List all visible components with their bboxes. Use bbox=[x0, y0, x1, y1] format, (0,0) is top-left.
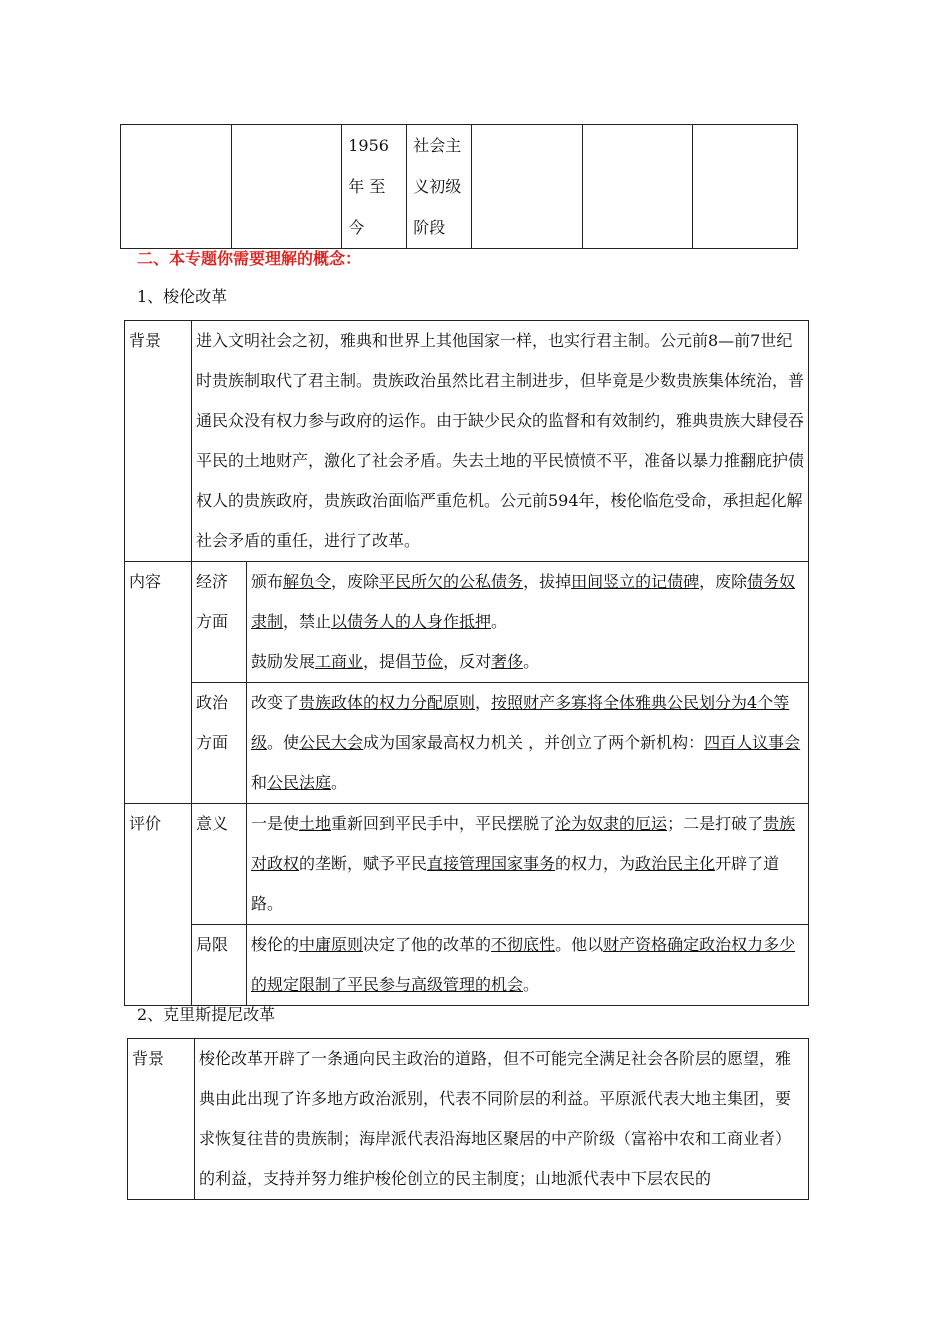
table-row bbox=[121, 125, 798, 249]
solon-title: 1、梭伦改革 bbox=[137, 287, 228, 306]
content-label: 内容 bbox=[125, 562, 192, 804]
table-row bbox=[125, 562, 809, 683]
table-row bbox=[125, 683, 809, 804]
background-text: 进入文明社会之初，雅典和世界上其他国家一样，也实行君主制。公元前8—前7世纪时贵族制取代了君主制。贵族政治虽然比君主制进步，但毕竟是少数贵族集体统治，普通民众没有权力参与政府的运作。由于缺少民众的监督和有效制约，雅典贵族大肆侵吞平民的土地财产，激化了社会矛盾。失去土地的平民愤愤不平，准备以暴力推翻庇护债权人的贵族政府，贵族政治面临严重危机。公元前594年，梭伦临危受命，承担起化解社会矛盾的重任，进行了改革。 bbox=[192, 321, 809, 562]
evaluation-label: 评价 bbox=[125, 804, 192, 1006]
table-row bbox=[125, 925, 809, 1006]
section-heading: 二、本专题你需要理解的概念： bbox=[137, 249, 362, 268]
table-row bbox=[128, 1039, 809, 1200]
years-cell: 1956年 至今 bbox=[342, 125, 407, 249]
background-label: 背景 bbox=[125, 321, 192, 562]
limitation-label: 局限 bbox=[192, 925, 247, 1006]
significance-label: 意义 bbox=[192, 804, 247, 925]
era-table bbox=[120, 124, 798, 249]
stage-cell: 社会主义初级阶段 bbox=[407, 125, 472, 249]
table-cell bbox=[582, 125, 693, 249]
political-label: 政治方面 bbox=[192, 683, 247, 804]
economic-text: 颁布解负令，废除平民所欠的公私债务，拔掉田间竖立的记债碑，废除债务奴隶制，禁止以债务人的人身作抵押。 鼓励发展工商业，提倡节俭，反对奢侈。 bbox=[247, 562, 809, 683]
limitation-text: 梭伦的中庸原则决定了他的改革的不彻底性。他以财产资格确定政治权力多少的规定限制了平民参与高级管理的机会。 bbox=[247, 925, 809, 1006]
cleisthenes-title: 2、克里斯提尼改革 bbox=[137, 1005, 276, 1024]
table-row bbox=[125, 804, 809, 925]
cleisthenes-reform-table bbox=[127, 1038, 809, 1200]
significance-text: 一是使土地重新回到平民手中，平民摆脱了沦为奴隶的厄运；二是打破了贵族对政权的垄断，赋予平民直接管理国家事务的权力，为政治民主化开辟了道路。 bbox=[247, 804, 809, 925]
table-cell bbox=[472, 125, 583, 249]
political-text: 改变了贵族政体的权力分配原则，按照财产多寡将全体雅典公民划分为4个等级。使公民大会成为国家最高权力机关 ，并创立了两个新机构：四百人议事会和公民法庭。 bbox=[247, 683, 809, 804]
table-row bbox=[125, 321, 809, 562]
economic-label: 经济方面 bbox=[192, 562, 247, 683]
table-cell bbox=[121, 125, 232, 249]
table-cell bbox=[231, 125, 342, 249]
table-cell bbox=[693, 125, 798, 249]
solon-reform-table bbox=[124, 320, 809, 1006]
background-label: 背景 bbox=[128, 1039, 195, 1200]
background-text: 梭伦改革开辟了一条通向民主政治的道路，但不可能完全满足社会各阶层的愿望，雅典由此出现了许多地方政治派别，代表不同阶层的利益。平原派代表大地主集团，要求恢复往昔的贵族制；海岸派代表沿海地区聚居的中产阶级（富裕中农和工商业者）的利益，支持并努力维护梭伦创立的民主制度；山地派代表中下层农民的 bbox=[195, 1039, 809, 1200]
